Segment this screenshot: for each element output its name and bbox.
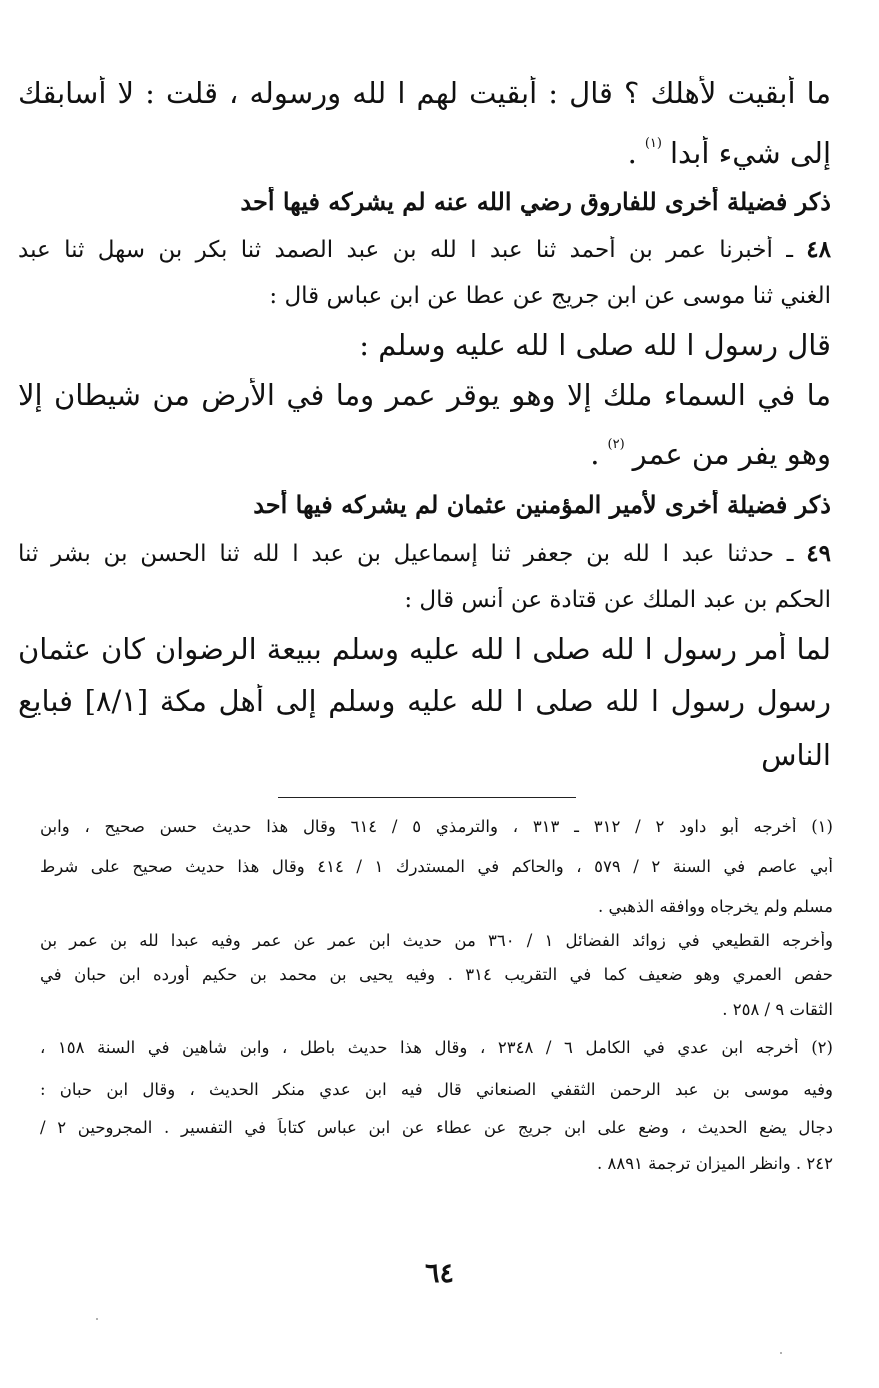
footnote-1-line-5: حفص العمري وهو ضعيف كما في التقريب ٣١٤ . وفيه يحيى بن محمد بن حكيم أورده ابن حبان في [40, 965, 833, 984]
hadith-48-line-1-text: ـ أخبرنا عمر بن أحمد ثنا عبد ا لله بن عبد الصمد ثنا بكر بن سهل ثنا عبد [18, 237, 793, 263]
hadith-number-49: ٤٩ [806, 540, 831, 567]
hadith-48-line-5 [18, 437, 831, 471]
footnote-2-line-2: وفيه موسى بن عبد الرحمن الثقفي الصنعاني قال فيه ابن عدي منكر الحديث ، وقال ابن حبان : [40, 1080, 833, 1099]
scan-speck [780, 1352, 782, 1354]
footnote-1-line-2: أبي عاصم في السنة ٢ / ٥٧٩ ، والحاكم في المستدرك ١ / ٤١٤ وقال هذا حديث صحيح على شرط [40, 857, 833, 876]
hadith-49-line-4: رسول رسول ا لله صلى ا لله عليه وسلم إلى أهل مكة [٨/١] فبايع [18, 684, 831, 718]
body-line-2 [18, 136, 831, 170]
footnote-1-line-1: (١) أخرجه أبو داود ٢ / ٣١٢ ـ ٣١٣ ، والترمذي ٥ / ٦١٤ وقال هذا حديث حسن صحيح ، وابن [40, 817, 833, 836]
footnote-2-line-3: دجال يضع الحديث ، وضع على ابن جريج عن عطاء عن ابن عباس كتاباً في التفسير . المجروحين ٢ / [40, 1118, 833, 1137]
footnote-1-line-6: الثقات ٩ / ٢٥٨ . [722, 1000, 833, 1019]
body-line-2-end: . [627, 136, 637, 170]
hadith-49-line-5: الناس [761, 738, 831, 772]
hadith-48-line-5-end: . [590, 437, 600, 471]
footnote-separator [278, 797, 576, 798]
hadith-49-line-1-text: ـ حدثنا عبد ا لله بن جعفر ثنا إسماعيل بن عبد ا لله ثنا الحسن بن بشر ثنا [18, 541, 794, 567]
page-number: ٦٤ [424, 1258, 454, 1289]
body-line-2-text: إلى شيء أبدا [669, 136, 831, 170]
footnote-2-line-4: ٢٤٢ . وانظر الميزان ترجمة ٨٨٩١ . [596, 1154, 833, 1173]
scan-speck [96, 1318, 98, 1320]
hadith-49-line-1 [18, 540, 831, 567]
footnote-1-line-3: مسلم ولم يخرجاه ووافقه الذهبي . [598, 897, 833, 916]
hadith-48-line-1 [18, 236, 831, 263]
section-heading-uthman: ذكر فضيلة أخرى لأمير المؤمنين عثمان لم يشركه فيها أحد [253, 490, 831, 519]
footnote-2-line-1: (٢) أخرجه ابن عدي في الكامل ٦ / ٢٣٤٨ ، وقال هذا حديث باطل ، وابن شاهين في السنة ١٥٨ ، [40, 1038, 833, 1057]
footnote-marker-1: (١) [644, 136, 662, 151]
hadith-49-line-3: لما أمر رسول ا لله صلى ا لله عليه وسلم ببيعة الرضوان كان عثمان [18, 632, 831, 666]
hadith-48-line-3: قال رسول ا لله صلى ا لله عليه وسلم : [359, 328, 831, 362]
hadith-48-line-5-text: وهو يفر من عمر [632, 437, 831, 471]
hadith-number-48: ٤٨ [806, 236, 831, 263]
hadith-49-line-2: الحكم بن عبد الملك عن قتادة عن أنس قال : [404, 587, 831, 613]
footnote-marker-2: (٢) [607, 437, 625, 452]
hadith-48-line-2: الغني ثنا موسى عن ابن جريج عن عطا عن ابن عباس قال : [269, 283, 831, 309]
footnote-1-line-4: وأخرجه القطيعي في زوائد الفضائل ١ / ٣٦٠ من حديث ابن عمر عن عمر وفيه عبدا لله بن عمر بن [40, 931, 833, 950]
hadith-48-line-4: ما في السماء ملك إلا وهو يوقر عمر وما في الأرض من شيطان إلا [18, 378, 831, 412]
section-heading-umar: ذكر فضيلة أخرى للفاروق رضي الله عنه لم يشركه فيها أحد [240, 187, 831, 216]
body-line-1: ما أبقيت لأهلك ؟ قال : أبقيت لهم ا لله ورسوله ، قلت : لا أسابقك [18, 76, 831, 110]
